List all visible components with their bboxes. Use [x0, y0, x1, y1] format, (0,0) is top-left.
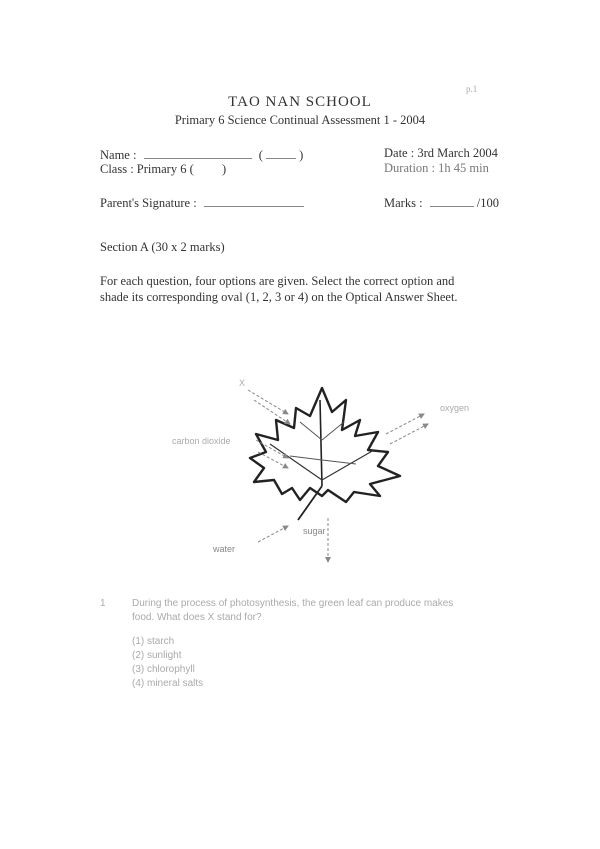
instructions-line-1: For each question, four options are given. Select the correct option and — [100, 274, 455, 288]
parent-signature-row — [100, 194, 304, 211]
index-blank[interactable] — [266, 146, 296, 159]
label-oxygen: oxygen — [440, 403, 470, 413]
marks-blank[interactable] — [430, 194, 474, 207]
label-x: X — [239, 378, 246, 388]
marks-row — [384, 194, 499, 211]
marks-total: /100 — [476, 196, 500, 210]
parent-signature-label: Parent's Signature : — [100, 196, 197, 210]
name-paren-open: ( — [258, 148, 263, 162]
class-close: ) — [222, 162, 227, 176]
option-1[interactable]: (1) starch — [132, 636, 175, 647]
option-4[interactable]: (4) mineral salts — [132, 678, 204, 689]
leaf-vein-right — [322, 450, 374, 480]
page-number-mark: p.1 — [466, 84, 478, 94]
parent-signature-blank[interactable] — [204, 194, 304, 207]
marks-label: Marks : — [384, 196, 423, 210]
leaf-midrib — [320, 400, 322, 486]
label-carbon-dioxide: carbon dioxide — [172, 436, 231, 446]
question-number: 1 — [100, 598, 106, 609]
name-blank[interactable] — [144, 146, 252, 159]
name-paren-close: ) — [299, 148, 304, 162]
leaf-stalk — [298, 486, 322, 520]
name-label: Name : — [100, 148, 137, 162]
section-title: Section A (30 x 2 marks) — [100, 240, 225, 254]
option-3[interactable]: (3) chlorophyll — [132, 664, 195, 675]
exam-subtitle: Primary 6 Science Continual Assessment 1 - 2004 — [174, 113, 426, 127]
label-sugar: sugar — [303, 526, 326, 536]
school-title: TAO NAN SCHOOL — [228, 94, 372, 110]
date-text: Date : 3rd March 2004 — [384, 146, 498, 160]
photosynthesis-leaf-diagram — [150, 370, 480, 580]
maple-leaf-outline — [250, 388, 400, 502]
label-water: water — [213, 544, 236, 554]
class-row — [100, 161, 226, 177]
class-label: Class : Primary 6 ( — [100, 162, 194, 176]
option-2[interactable]: (2) sunlight — [132, 650, 182, 661]
duration-text: Duration : 1h 45 min — [384, 161, 489, 175]
question-text-line-2: food. What does X stand for? — [132, 612, 262, 623]
instructions-line-2: shade its corresponding oval (1, 2, 3 or 4) on the Optical Answer Sheet. — [100, 290, 458, 304]
class-index-blank[interactable] — [197, 161, 219, 173]
question-text-line-1: During the process of photosynthesis, the green leaf can produce makes — [132, 598, 454, 609]
